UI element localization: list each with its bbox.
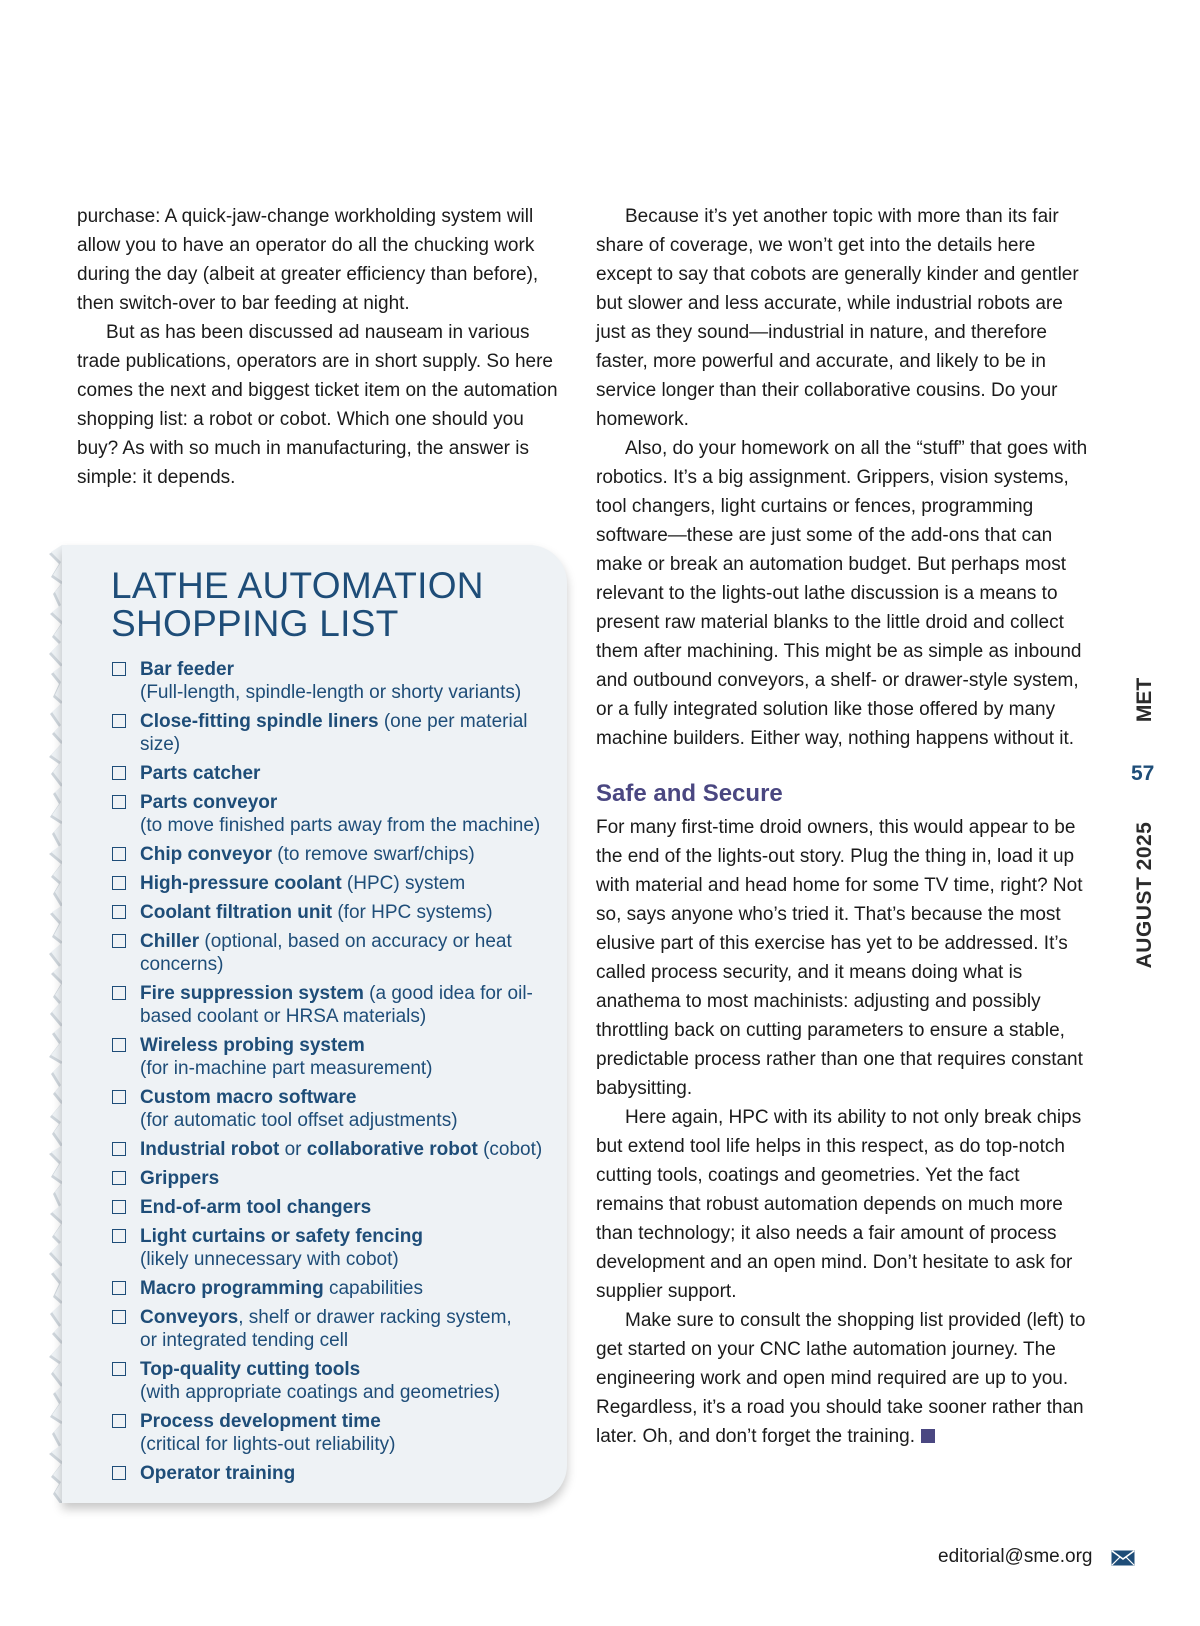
- item-name: Close-fitting spindle liners: [140, 711, 379, 732]
- folio-publication: MET: [1133, 677, 1156, 723]
- item-detail: , shelf or drawer racking system,: [238, 1307, 512, 1328]
- checklist-item: [111, 791, 561, 837]
- item-name: End-of-arm tool changers: [140, 1197, 372, 1218]
- checklist-item: [111, 1196, 561, 1219]
- item-detail: (one per material size): [140, 711, 528, 755]
- item-name: Grippers: [140, 1168, 220, 1189]
- shopping-list-sidebar: [62, 545, 567, 1503]
- item-note: (for automatic tool offset adjustments): [140, 1110, 458, 1131]
- checklist-item: [111, 982, 561, 1028]
- item-detail: (for HPC systems): [332, 902, 493, 923]
- checkbox-icon: [112, 1281, 126, 1295]
- footer-email-link[interactable]: editorial@sme.org: [938, 1546, 1093, 1567]
- checklist-item: [111, 1086, 561, 1132]
- item-detail: (optional, based on accuracy or heat concerns): [140, 931, 512, 975]
- checkbox-icon: [112, 1362, 126, 1376]
- sidebar-title: [111, 567, 484, 643]
- end-of-article-mark-icon: [921, 1429, 935, 1443]
- checkbox-icon: [112, 876, 126, 890]
- checkbox-icon: [112, 1200, 126, 1214]
- mail-icon: [1111, 1550, 1135, 1566]
- item-name: Operator training: [140, 1463, 296, 1484]
- left-column: [77, 202, 562, 492]
- item-detail: (HPC) system: [341, 873, 466, 894]
- shopping-checklist: [111, 658, 561, 1491]
- item-detail: (a good idea for oil-based coolant or HRSA materials): [140, 983, 533, 1027]
- right-paragraph-4: Here again, HPC with its ability to not only break chips but extend tool life helps in this respect, as do top-notch cutting tools, coatings and geometries. Yet the fact remains that robust automation depends on much more than technology; it also needs a fair amount of process development and an open mind. Don’t hesitate to ask for supplier support.: [596, 1107, 1082, 1302]
- checkbox-icon: [112, 1142, 126, 1156]
- checkbox-icon: [112, 766, 126, 780]
- checklist-item: [111, 1138, 561, 1161]
- checklist-item: [111, 901, 561, 924]
- checkbox-icon: [112, 1414, 126, 1428]
- checkbox-icon: [112, 1310, 126, 1324]
- checkbox-icon: [112, 905, 126, 919]
- checklist-item: [111, 843, 561, 866]
- folio-issue-date: AUGUST 2025: [1133, 821, 1156, 969]
- left-paragraph-1: purchase: A quick-jaw-change workholding system will allow you to have an operator do all the chucking work during the day (albeit at greater efficiency than before), then switch-over to bar feeding at night.: [77, 206, 539, 314]
- sidebar-title-line-2: SHOPPING LIST: [111, 603, 399, 644]
- item-note: (to move finished parts away from the machine): [140, 815, 541, 836]
- checkbox-icon: [112, 1466, 126, 1480]
- item-name: Bar feeder: [140, 659, 234, 680]
- item-name: High-pressure coolant: [140, 873, 342, 894]
- right-paragraph-1: Because it’s yet another topic with more than its fair share of coverage, we won’t get into the details here except to say that cobots are generally kinder and gentler but slower and less accurate, while industrial robots are just as they sound—industrial in nature, and therefore faster, more powerful and accurate, and likely to be in service longer than their collaborative cousins. Do your homework.: [596, 206, 1079, 430]
- item-name: Conveyors: [140, 1307, 239, 1328]
- item-note: or integrated tending cell: [140, 1330, 349, 1351]
- closing-paragraph-text: Make sure to consult the shopping list provided (left) to get started on your CNC lathe automation journey. The engineering work and open mind required are up to you. Regardless, it’s a road you should take sooner rather than later. Oh, and don’t forget the training.: [596, 1310, 1086, 1447]
- checklist-item: [111, 710, 561, 756]
- item-name: Wireless probing system: [140, 1035, 365, 1056]
- item-name: Fire suppression system: [140, 983, 364, 1004]
- checklist-item: [111, 1410, 561, 1456]
- checklist-item: [111, 1462, 561, 1485]
- checklist-item: [111, 1225, 561, 1271]
- right-column: [596, 202, 1091, 1451]
- checklist-item: [111, 872, 561, 895]
- item-note: (likely unnecessary with cobot): [140, 1249, 399, 1270]
- checklist-item: [111, 930, 561, 976]
- item-note: (for in-machine part measurement): [140, 1058, 433, 1079]
- item-name: Parts catcher: [140, 763, 261, 784]
- checkbox-icon: [112, 986, 126, 1000]
- checkbox-icon: [112, 662, 126, 676]
- checkbox-icon: [112, 934, 126, 948]
- item-name-2: collaborative robot: [306, 1139, 478, 1160]
- item-name: Macro programming: [140, 1278, 324, 1299]
- item-note: (with appropriate coatings and geometries): [140, 1382, 501, 1403]
- item-note: (Full-length, spindle-length or shorty variants): [140, 682, 522, 703]
- item-detail: (to remove swarf/chips): [271, 844, 475, 865]
- item-name: Parts conveyor: [140, 792, 278, 813]
- item-detail: or: [279, 1139, 307, 1160]
- sidebar-title-line-1: LATHE AUTOMATION: [111, 565, 484, 606]
- checkbox-icon: [112, 847, 126, 861]
- item-name: Chip conveyor: [140, 844, 272, 865]
- checkbox-icon: [112, 1090, 126, 1104]
- checklist-item: [111, 1034, 561, 1080]
- item-name: Industrial robot: [140, 1139, 280, 1160]
- right-paragraph-5: [596, 1306, 1091, 1451]
- checklist-item: [111, 762, 561, 785]
- item-detail: capabilities: [323, 1278, 423, 1299]
- checkbox-icon: [112, 1229, 126, 1243]
- item-name: Custom macro software: [140, 1087, 357, 1108]
- item-name: Top-quality cutting tools: [140, 1359, 361, 1380]
- left-paragraph-2: But as has been discussed ad nauseam in various trade publications, operators are in short supply. So here comes the next and biggest ticket item on the automation shopping list: a robot or cobot. Which one should you buy? As with so much in manufacturing, the answer is simple: it depends.: [77, 322, 558, 488]
- checklist-item: [111, 1306, 561, 1352]
- checkbox-icon: [112, 795, 126, 809]
- checkbox-icon: [112, 1038, 126, 1052]
- section-subhead: Safe and Secure: [596, 780, 783, 807]
- checkbox-icon: [112, 1171, 126, 1185]
- item-detail-2: (cobot): [477, 1139, 543, 1160]
- checkbox-icon: [112, 714, 126, 728]
- right-paragraph-3: For many first-time droid owners, this would appear to be the end of the lights-out story. Plug the thing in, load it up with material and head home for some TV time, right? Not so, says anyone who’s tried it. That’s because the most elusive part of this exercise has yet to be addressed. It’s called process security, and it means doing what is anathema to most machinists: adjusting and possibly throttling back on cutting parameters to ensure a stable, predictable process rather than one that requires constant babysitting.: [596, 817, 1083, 1099]
- item-note: (critical for lights-out reliability): [140, 1434, 396, 1455]
- checklist-item: [111, 1277, 561, 1300]
- checklist-item: [111, 658, 561, 704]
- item-name: Process development time: [140, 1411, 381, 1432]
- item-name: Light curtains or safety fencing: [140, 1226, 423, 1247]
- item-name: Coolant filtration unit: [140, 902, 333, 923]
- item-name: Chiller: [140, 931, 200, 952]
- folio-page-number: 57: [1131, 762, 1155, 785]
- checklist-item: [111, 1167, 561, 1190]
- right-paragraph-2: Also, do your homework on all the “stuff” that goes with robotics. It’s a big assignment. Grippers, vision systems, tool changers, light curtains or fences, programming software—these are just some of the add-ons that can make or break an automation budget. But perhaps most relevant to the lights-out lathe discussion is a means to present raw material blanks to the little droid and collect them after machining. This might be as simple as inbound and outbound conveyors, a shelf- or drawer-style system, or a fully integrated solution like those offered by many machine builders. Either way, nothing happens without it.: [596, 438, 1088, 749]
- checklist-item: [111, 1358, 561, 1404]
